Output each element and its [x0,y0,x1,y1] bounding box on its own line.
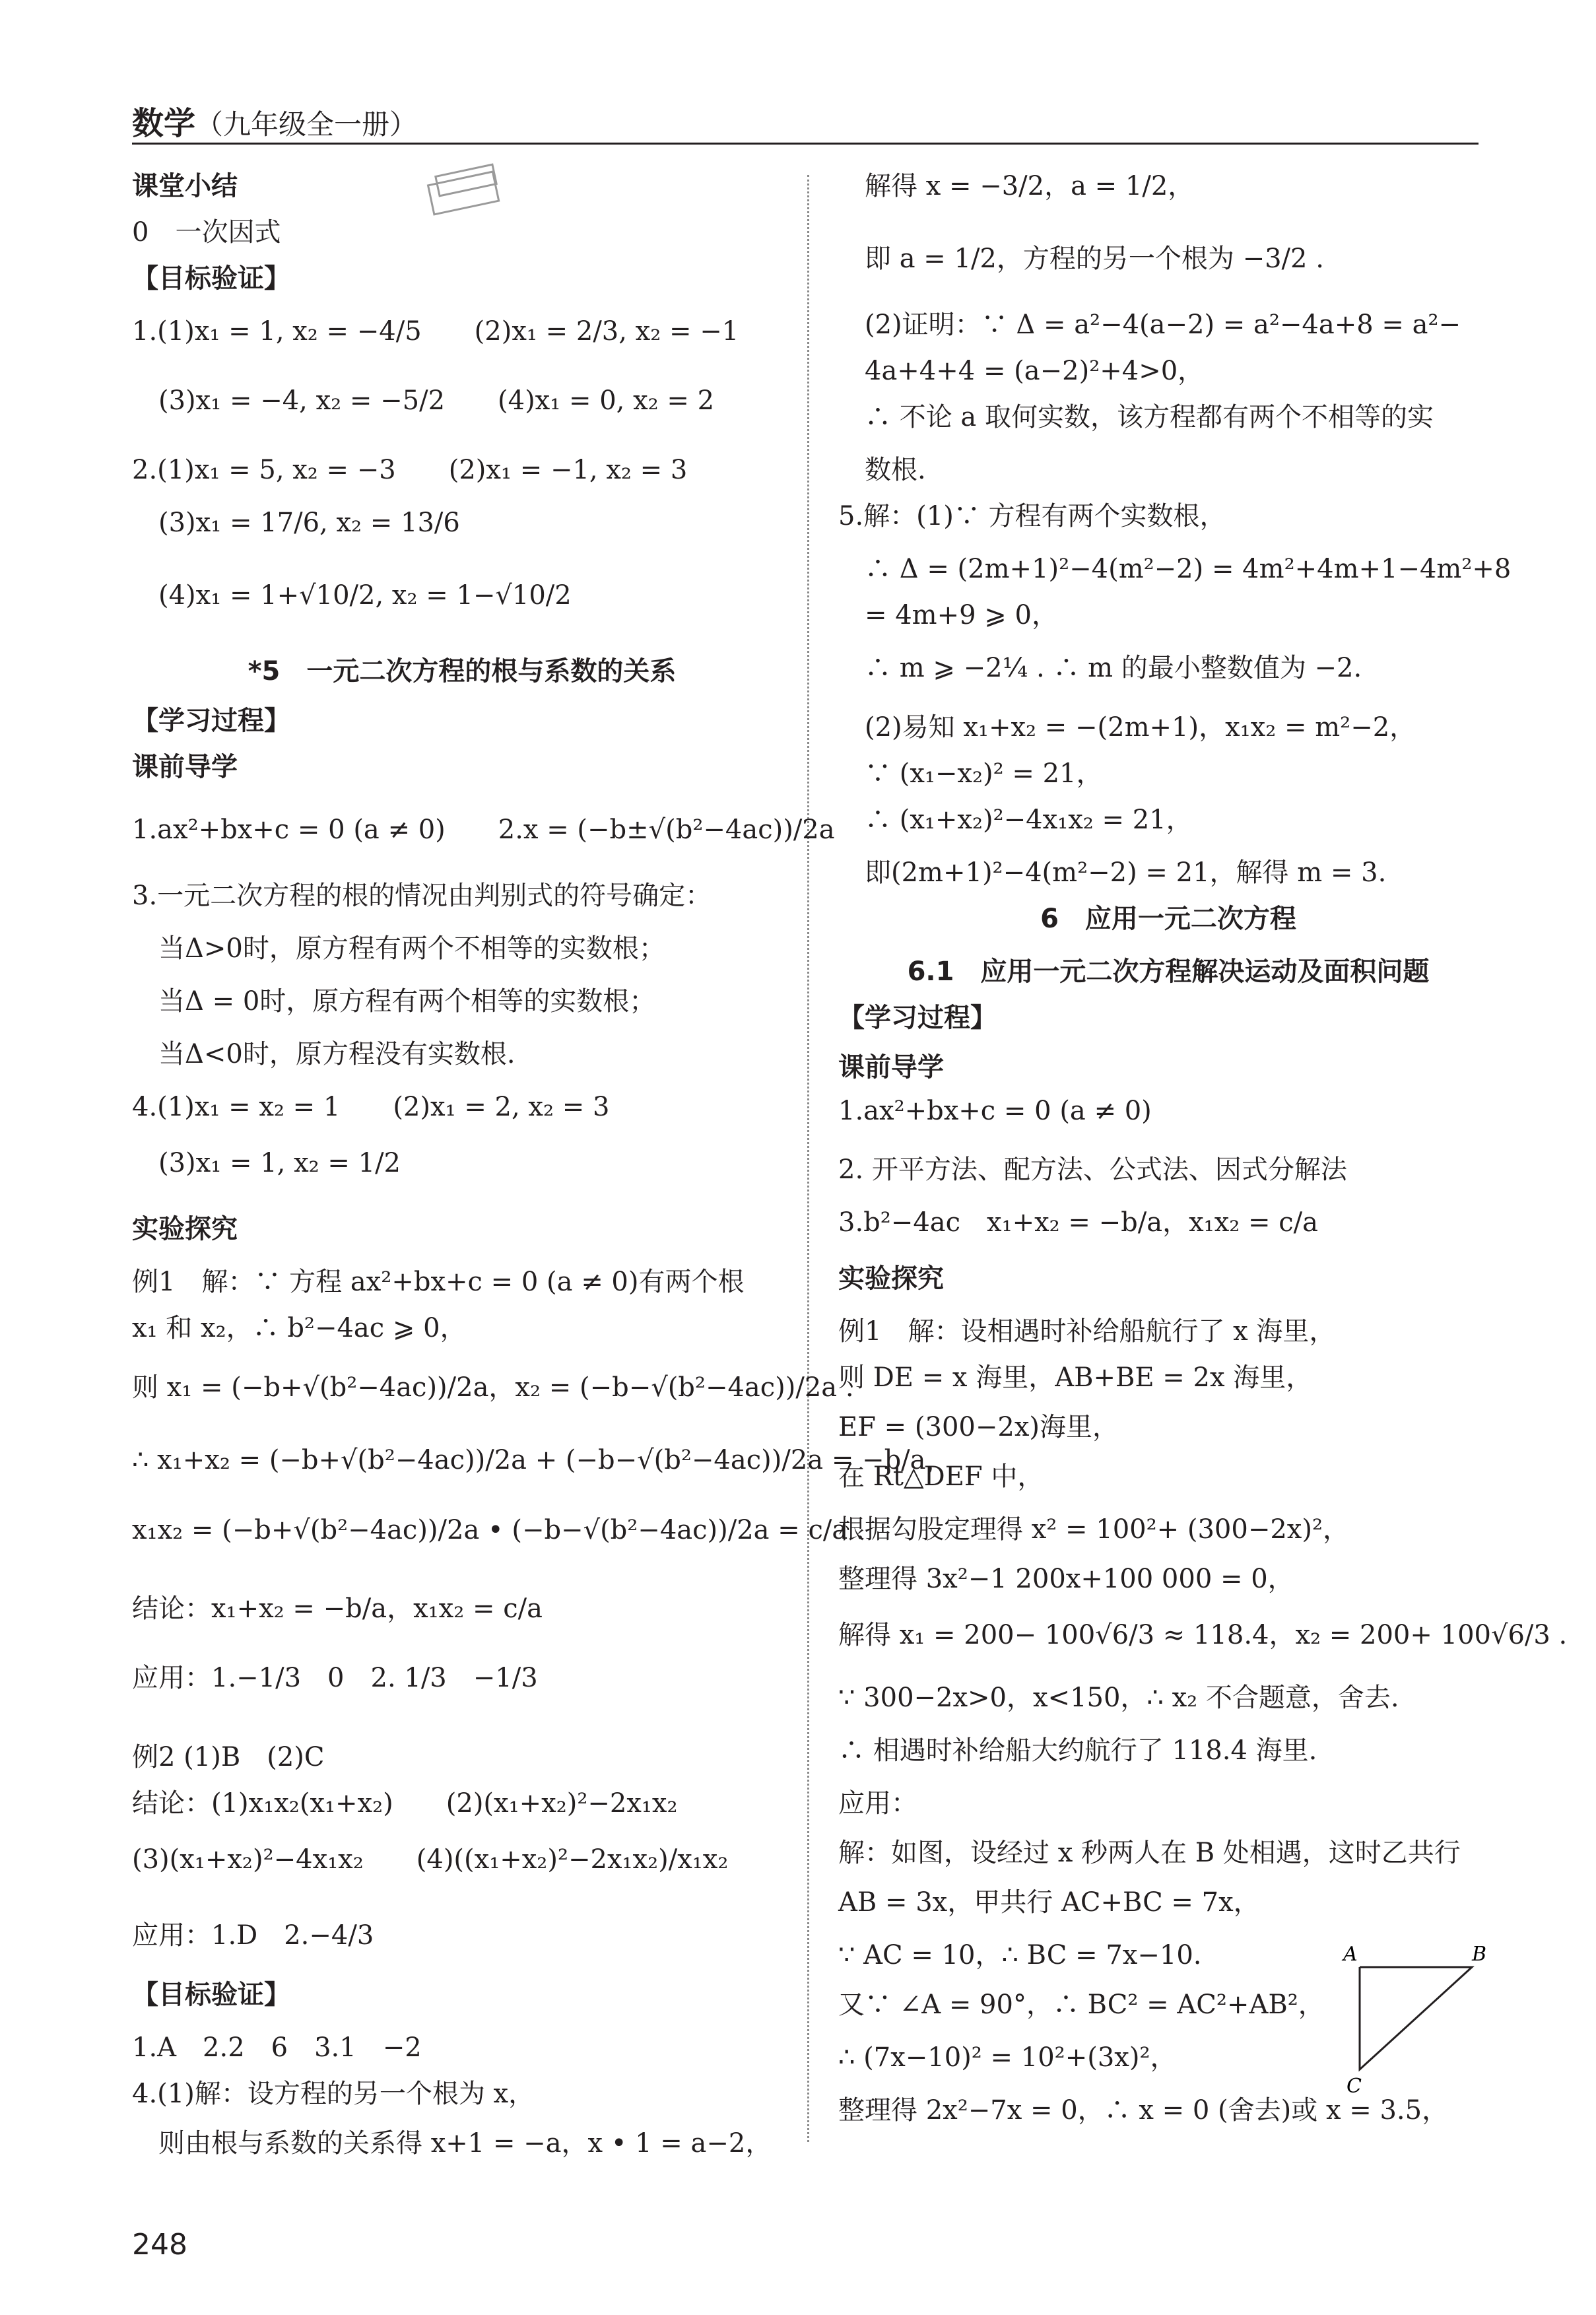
left-text-line: 则由根与系数的关系得 x+1 = −a，x • 1 = a−2， [132,2128,772,2159]
right-text-line: EF = (300−2x)海里， [838,1412,1119,1442]
right-text-line: 解：如图，设经过 x 秒两人在 B 处相遇，这时乙共行 [838,1838,1461,1868]
right-text-line: ∴ m ⩾ −2¼ . ∴ m 的最小整数值为 −2. [838,653,1362,683]
left-text-line: 4.(1)解：设方程的另一个根为 x， [132,2079,535,2109]
right-text-line: 5.解：(1)∵ 方程有两个实数根， [838,501,1226,531]
right-text-line: 根据勾股定理得 x² = 100²+ (300−2x)²， [838,1514,1349,1545]
left-text-line: 结论：x₁+x₂ = −b/a，x₁x₂ = c/a [132,1594,543,1624]
left-text-line: 3.一元二次方程的根的情况由判别式的符号确定： [132,881,712,911]
figure-label-b: B [1472,1943,1487,1966]
right-text-line: (2)易知 x₁+x₂ = −(2m+1)，x₁x₂ = m²−2， [838,712,1416,743]
right-text-line: ∵ 300−2x>0，x<150，∴ x₂ 不合题意，舍去. [838,1683,1399,1713]
right-text-line: 则 DE = x 海里，AB+BE = 2x 海里， [838,1362,1313,1393]
left-text-line: 1.A 2.2 6 3.1 −2 [132,2032,422,2063]
right-text-line: 即 a = 1/2，方程的另一个根为 −3/2 . [838,244,1324,274]
left-text-line: 1.ax²+bx+c = 0 (a ≠ 0) 2.x = (−b±√(b²−4ac))/2a [132,815,835,845]
right-text-line: 在 Rt△DEF 中， [838,1461,1044,1492]
right-text-line: 1.ax²+bx+c = 0 (a ≠ 0) [838,1096,1152,1126]
left-heading: *5 一元二次方程的根与系数的关系 [248,656,677,687]
left-text-line: 应用：1.D 2.−4/3 [132,1920,374,1951]
left-text-line: 例1 解：∵ 方程 ax²+bx+c = 0 (a ≠ 0)有两个根 [132,1267,745,1297]
right-text-line: ∴ (x₁+x₂)²−4x₁x₂ = 21， [838,805,1193,835]
triangle-figure [1340,1937,1492,2096]
right-text-line: AB = 3x，甲共行 AC+BC = 7x， [838,1887,1260,1918]
right-text-line: 数根. [838,455,926,485]
right-text-line: 2. 开平方法、配方法、公式法、因式分解法 [838,1155,1347,1185]
right-text-line: 又∵ ∠A = 90°，∴ BC² = AC²+AB²， [838,1990,1325,2020]
left-heading: 实验探究 [132,1214,238,1244]
right-text-line: 整理得 2x²−7x = 0，∴ x = 0 (舍去)或 x = 3.5， [838,2095,1449,2126]
right-text-line: 解得 x₁ = 200− 100√6/3 ≈ 118.4，x₂ = 200+ 100√6/3 . [838,1620,1568,1650]
left-text-line: 1.(1)x₁ = 1, x₂ = −4/5 (2)x₁ = 2/3, x₂ = −1 [132,316,739,347]
left-text-line: (3)x₁ = −4, x₂ = −5/2 (4)x₁ = 0, x₂ = 2 [132,386,715,416]
column-divider [807,175,809,2142]
left-text-line: ∴ x₁+x₂ = (−b+√(b²−4ac))/2a + (−b−√(b²−4ac))/2a = −b/a， [132,1445,952,1475]
left-text-line: (4)x₁ = 1+√10/2, x₂ = 1−√10/2 [132,580,572,611]
right-text-line: ∴ 不论 a 取何实数，该方程都有两个不相等的实 [838,402,1434,432]
left-text-line: x₁ 和 x₂，∴ b²−4ac ⩾ 0， [132,1313,467,1343]
left-text-line: 2.(1)x₁ = 5, x₂ = −3 (2)x₁ = −1, x₂ = 3 [132,455,688,485]
left-text-line: 0 一次因式 [132,217,281,248]
right-text-line: ∴ 相遇时补给船大约航行了 118.4 海里. [838,1735,1317,1766]
left-text-line: 则 x₁ = (−b+√(b²−4ac))/2a，x₂ = (−b−√(b²−4ac))/2a . [132,1372,854,1403]
right-text-line: = 4m+9 ⩾ 0， [838,600,1058,630]
right-text-line: (2)证明：∵ Δ = a²−4(a−2) = a²−4a+8 = a²− [838,310,1461,340]
left-text-line: 结论：(1)x₁x₂(x₁+x₂) (2)(x₁+x₂)²−2x₁x₂ [132,1788,678,1819]
right-heading: 实验探究 [838,1263,944,1294]
right-heading: 6.1 应用一元二次方程解决运动及面积问题 [907,956,1430,987]
left-heading: 【目标验证】 [132,1980,290,2010]
right-text-line: ∴ Δ = (2m+1)²−4(m²−2) = 4m²+4m+1−4m²+8 [838,554,1512,584]
left-text-line: (3)x₁ = 17/6, x₂ = 13/6 [132,508,460,538]
left-text-line: x₁x₂ = (−b+√(b²−4ac))/2a • (−b−√(b²−4ac))/2a = c/a . [132,1515,865,1545]
left-text-line: 当Δ<0时，原方程没有实数根. [132,1039,515,1069]
right-heading: 6 应用一元二次方程 [1040,904,1296,934]
left-heading: 【目标验证】 [132,263,290,294]
right-text-line: 即(2m+1)²−4(m²−2) = 21，解得 m = 3. [838,857,1387,888]
figure-label-c: C [1347,2075,1362,2096]
volume-subtitle: （九年级全一册） [195,108,418,141]
left-text-line: 例2 (1)B (2)C [132,1742,325,1772]
seal-icon [422,158,508,224]
right-text-line: 3.b²−4ac x₁+x₂ = −b/a，x₁x₂ = c/a [838,1207,1318,1238]
right-text-line: ∵ AC = 10，∴ BC = 7x−10. [838,1940,1202,1970]
right-text-line: 4a+4+4 = (a−2)²+4>0， [838,356,1205,386]
figure-label-a: A [1343,1943,1358,1966]
right-text-line: ∴ (7x−10)² = 10²+(3x)²， [838,2042,1177,2073]
page-header [132,98,417,143]
right-text-line: 解得 x = −3/2，a = 1/2， [838,171,1195,201]
left-text-line: 当Δ>0时，原方程有两个不相等的实数根； [132,933,665,964]
header-rule [132,143,1479,145]
subject-title: 数学 [132,105,196,142]
left-text-line: 4.(1)x₁ = x₂ = 1 (2)x₁ = 2, x₂ = 3 [132,1092,610,1122]
right-text-line: 例1 解：设相遇时补给船航行了 x 海里， [838,1316,1336,1347]
left-text-line: 应用：1.−1/3 0 2. 1/3 −1/3 [132,1663,538,1693]
page-number: 248 [132,2228,187,2262]
right-text-line: 整理得 3x²−1 200x+100 000 = 0， [838,1564,1294,1594]
left-heading: 课前导学 [132,752,238,782]
right-heading: 【学习过程】 [838,1003,997,1033]
left-text-line: (3)x₁ = 1, x₂ = 1/2 [132,1148,401,1178]
left-text-line: 当Δ = 0时，原方程有两个相等的实数根； [132,986,656,1017]
left-heading: 课堂小结 [132,171,238,201]
right-text-line: ∵ (x₁−x₂)² = 21， [838,758,1103,789]
right-text-line: 应用： [838,1788,917,1819]
right-heading: 课前导学 [838,1052,944,1083]
left-heading: 【学习过程】 [132,706,290,736]
left-text-line: (3)(x₁+x₂)²−4x₁x₂ (4)((x₁+x₂)²−2x₁x₂)/x₁x₂ [132,1844,729,1875]
